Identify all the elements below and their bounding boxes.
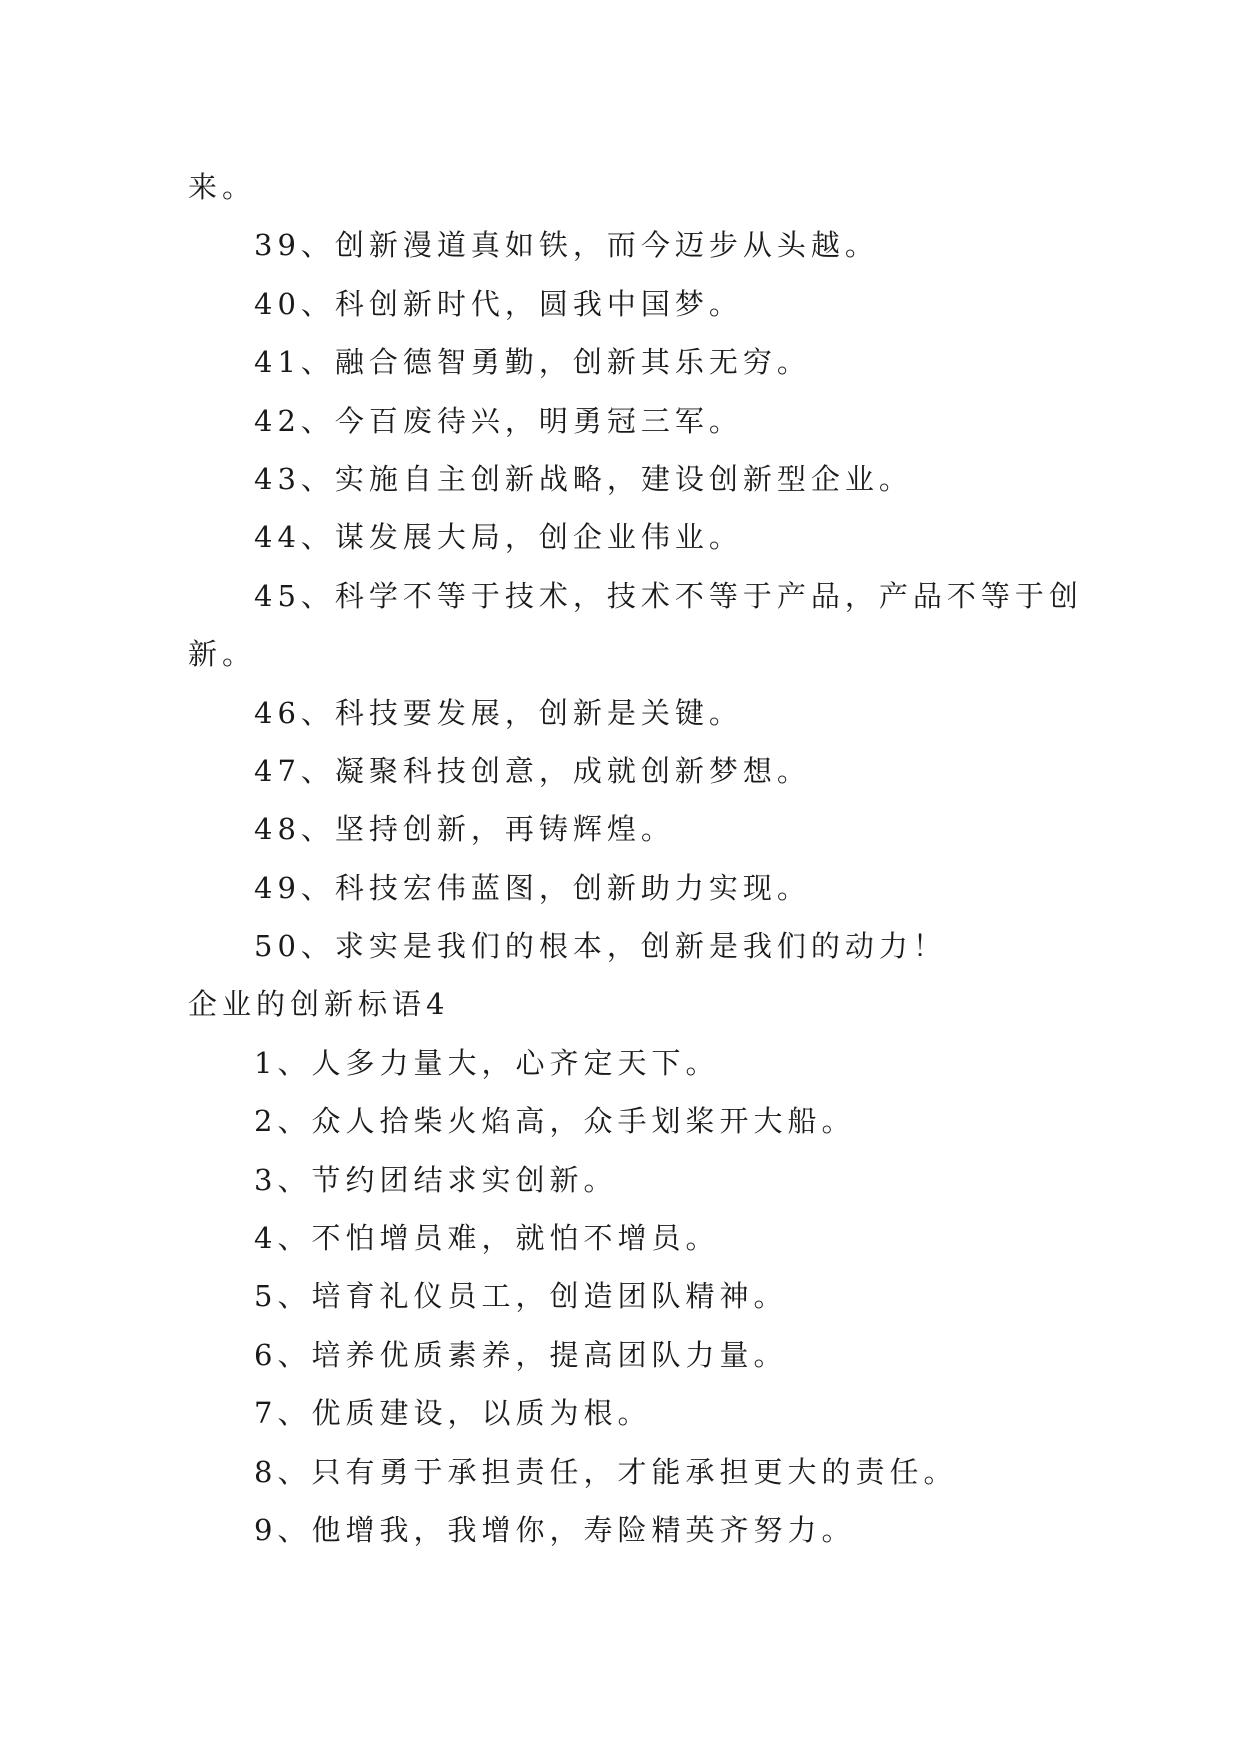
list-item: 8、只有勇于承担责任，才能承担更大的责任。 bbox=[254, 1454, 958, 1489]
list-item: 42、今百废待兴，明勇冠三军。 bbox=[254, 403, 743, 438]
list-item: 49、科技宏伟蓝图，创新助力实现。 bbox=[254, 870, 811, 905]
list-item: 45、科学不等于技术，技术不等于产品，产品不等于创 bbox=[254, 578, 1083, 613]
text-line: 新。 bbox=[188, 637, 257, 672]
text-line: 企业的创新标语4 bbox=[188, 987, 450, 1022]
list-item: 47、凝聚科技创意，成就创新梦想。 bbox=[254, 753, 811, 788]
list-item: 46、科技要发展，创新是关键。 bbox=[254, 695, 743, 730]
list-item: 2、众人拾柴火焰高，众手划桨开大船。 bbox=[254, 1104, 856, 1139]
list-item: 1、人多力量大，心齐定天下。 bbox=[254, 1045, 720, 1080]
list-item: 39、创新漫道真如铁，而今迈步从头越。 bbox=[254, 228, 879, 263]
list-item: 3、节约团结求实创新。 bbox=[254, 1162, 618, 1197]
list-item: 48、坚持创新，再铸辉煌。 bbox=[254, 812, 675, 847]
list-item: 43、实施自主创新战略，建设创新型企业。 bbox=[254, 461, 913, 496]
text-line: 来。 bbox=[188, 170, 257, 204]
list-item: 9、他增我，我增你，寿险精英齐努力。 bbox=[254, 1512, 856, 1547]
list-item: 50、求实是我们的根本，创新是我们的动力！ bbox=[254, 929, 947, 964]
list-item: 7、优质建设，以质为根。 bbox=[254, 1396, 652, 1431]
list-item: 5、培育礼仪员工，创造团队精神。 bbox=[254, 1279, 788, 1314]
list-item: 6、培养优质素养，提高团队力量。 bbox=[254, 1337, 788, 1372]
list-item: 44、谋发展大局，创企业伟业。 bbox=[254, 520, 743, 555]
document-body bbox=[188, 158, 1083, 1559]
list-item: 41、融合德智勇勤，创新其乐无穷。 bbox=[254, 345, 811, 380]
list-item: 4、不怕增员难，就怕不增员。 bbox=[254, 1221, 720, 1256]
list-item: 40、科创新时代，圆我中国梦。 bbox=[254, 286, 743, 321]
